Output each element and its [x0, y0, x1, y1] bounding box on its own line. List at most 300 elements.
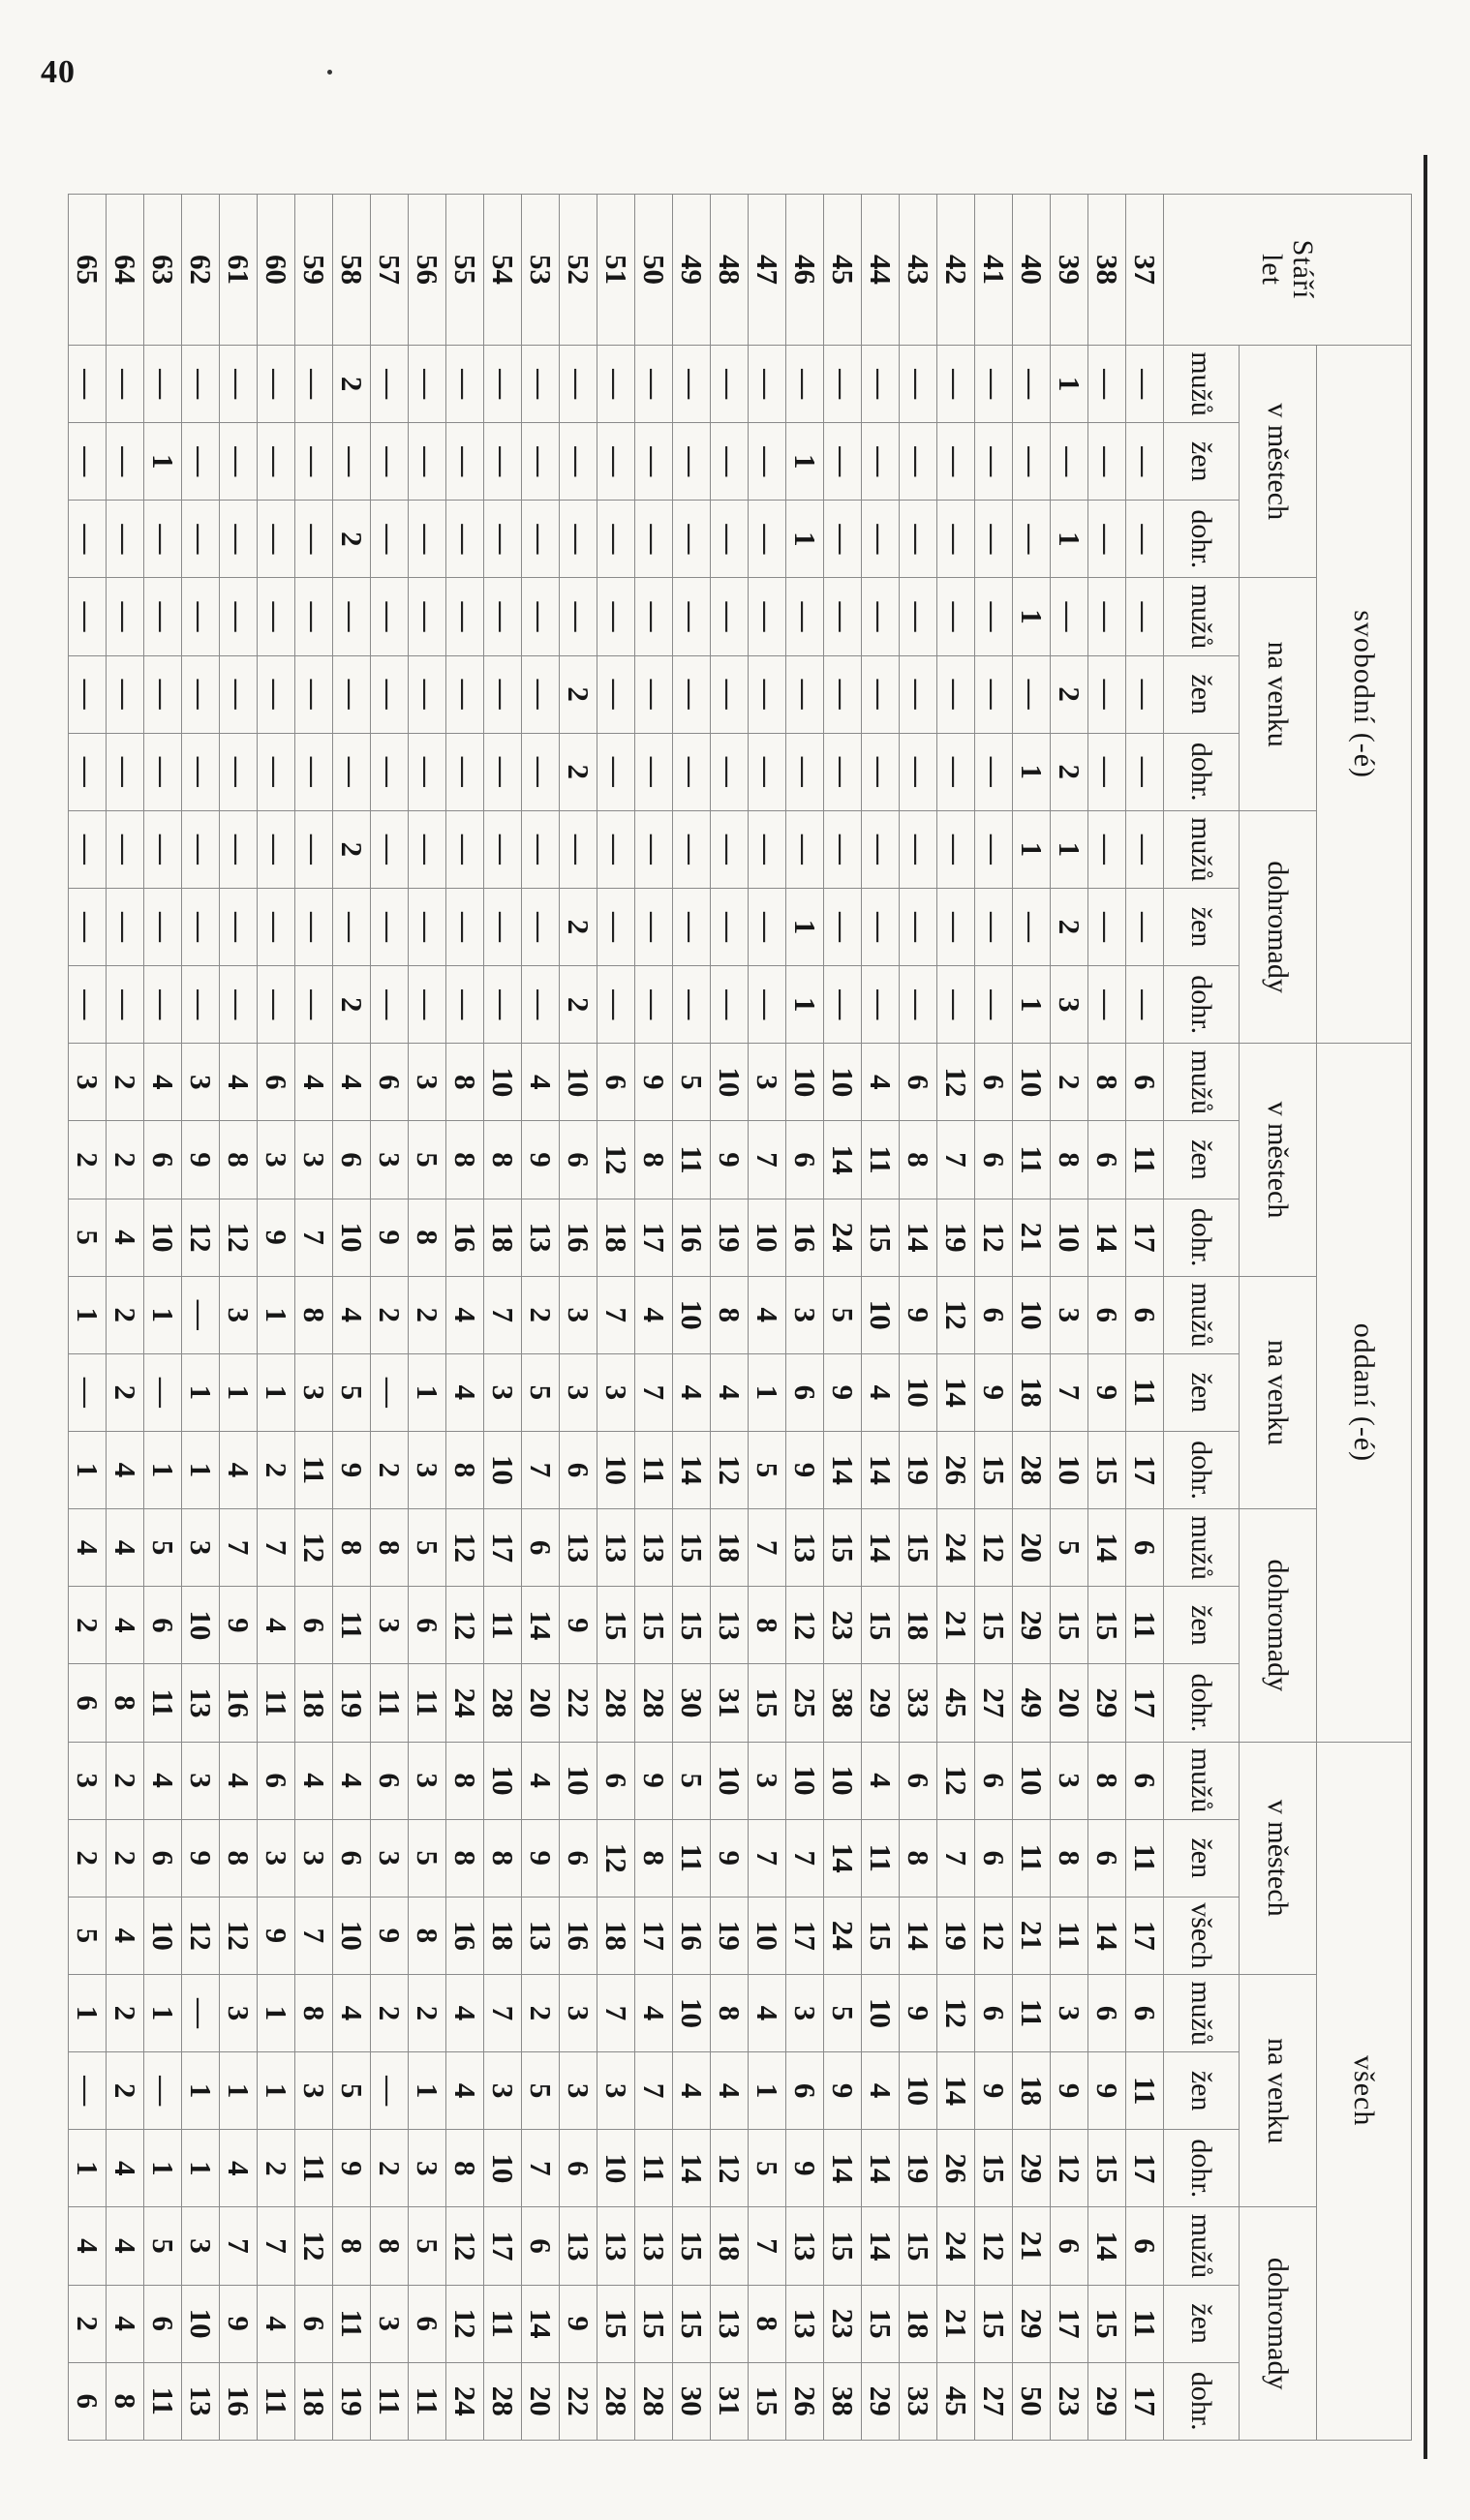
- value-cell: —: [862, 346, 900, 423]
- value-cell: 9: [786, 2130, 824, 2207]
- value-cell: —: [182, 1974, 220, 2051]
- value-cell: 9: [711, 1121, 749, 1199]
- value-cell: —: [446, 655, 484, 733]
- value-cell: —: [786, 578, 824, 655]
- value-cell: 11: [484, 2285, 522, 2362]
- value-cell: 1: [749, 1353, 786, 1431]
- value-cell: —: [1088, 423, 1126, 501]
- value-cell: 9: [182, 1121, 220, 1199]
- value-cell: 5: [824, 1276, 862, 1353]
- value-cell: 4: [862, 1742, 900, 1819]
- column-header: žen: [1164, 2285, 1240, 2362]
- value-cell: —: [182, 346, 220, 423]
- value-cell: 5: [824, 1974, 862, 2051]
- value-cell: 5: [144, 1509, 182, 1587]
- value-cell: 20: [522, 1664, 560, 1742]
- value-cell: —: [673, 655, 711, 733]
- value-cell: —: [220, 655, 258, 733]
- value-cell: 10: [673, 1974, 711, 2051]
- value-cell: 8: [107, 2362, 144, 2440]
- value-cell: 5: [409, 1121, 446, 1199]
- value-cell: 6: [1126, 1742, 1164, 1819]
- value-cell: 11: [144, 1664, 182, 1742]
- value-cell: 1: [786, 423, 824, 501]
- value-cell: 22: [560, 1664, 597, 1742]
- value-cell: 8: [371, 2207, 409, 2285]
- value-cell: 27: [975, 2362, 1013, 2440]
- value-cell: 21: [937, 2285, 975, 2362]
- value-cell: 29: [1013, 2285, 1051, 2362]
- value-cell: 18: [711, 2207, 749, 2285]
- value-cell: 7: [786, 1819, 824, 1897]
- value-cell: 8: [1088, 1742, 1126, 1819]
- value-cell: 12: [975, 2207, 1013, 2285]
- age-cell: 44: [862, 195, 900, 346]
- value-cell: 11: [673, 1121, 711, 1199]
- value-cell: —: [937, 966, 975, 1044]
- value-cell: 10: [333, 1199, 371, 1276]
- value-cell: 8: [711, 1276, 749, 1353]
- value-cell: 1: [144, 1431, 182, 1508]
- value-cell: —: [711, 733, 749, 810]
- value-cell: 3: [409, 2130, 446, 2207]
- value-cell: 12: [220, 1897, 258, 1974]
- column-header: mužů: [1164, 1742, 1240, 1819]
- table-row: [220, 195, 258, 2441]
- value-cell: 8: [1051, 1819, 1088, 1897]
- value-cell: 10: [862, 1276, 900, 1353]
- value-cell: —: [69, 501, 107, 578]
- value-cell: 18: [295, 1664, 333, 1742]
- value-cell: —: [220, 733, 258, 810]
- value-cell: —: [749, 501, 786, 578]
- value-cell: 15: [635, 1587, 673, 1664]
- value-cell: —: [258, 966, 295, 1044]
- value-cell: 29: [1013, 2130, 1051, 2207]
- subgroup-header: v městech: [1240, 346, 1317, 578]
- value-cell: 11: [1126, 2285, 1164, 2362]
- value-cell: 4: [295, 1044, 333, 1121]
- value-cell: —: [220, 966, 258, 1044]
- value-cell: —: [69, 346, 107, 423]
- value-cell: —: [862, 655, 900, 733]
- value-cell: —: [295, 501, 333, 578]
- value-cell: 7: [484, 1276, 522, 1353]
- value-cell: 4: [635, 1974, 673, 2051]
- subgroup-header: v městech: [1240, 1044, 1317, 1276]
- value-cell: 2: [560, 888, 597, 965]
- value-cell: —: [144, 1353, 182, 1431]
- value-cell: 14: [862, 1509, 900, 1587]
- value-cell: 4: [333, 1974, 371, 2051]
- value-cell: 14: [1088, 1509, 1126, 1587]
- value-cell: 13: [182, 2362, 220, 2440]
- value-cell: 3: [220, 1974, 258, 2051]
- age-cell: 57: [371, 195, 409, 346]
- column-header: žen: [1164, 655, 1240, 733]
- value-cell: 13: [635, 2207, 673, 2285]
- value-cell: 6: [900, 1044, 937, 1121]
- value-cell: 9: [333, 1431, 371, 1508]
- value-cell: —: [749, 966, 786, 1044]
- value-cell: 4: [144, 1742, 182, 1819]
- value-cell: —: [484, 501, 522, 578]
- value-cell: 4: [107, 2285, 144, 2362]
- value-cell: 2: [107, 1276, 144, 1353]
- value-cell: 4: [220, 2130, 258, 2207]
- value-cell: 5: [409, 2207, 446, 2285]
- value-cell: 7: [295, 1199, 333, 1276]
- value-cell: 14: [522, 2285, 560, 2362]
- value-cell: 9: [258, 1897, 295, 1974]
- value-cell: —: [409, 733, 446, 810]
- value-cell: —: [258, 810, 295, 888]
- value-cell: —: [144, 966, 182, 1044]
- value-cell: —: [900, 733, 937, 810]
- column-header: žen: [1164, 1819, 1240, 1897]
- column-header: dohr.: [1164, 2362, 1240, 2440]
- value-cell: 38: [824, 2362, 862, 2440]
- value-cell: 29: [1013, 1587, 1051, 1664]
- value-cell: 4: [107, 1431, 144, 1508]
- value-cell: 13: [560, 1509, 597, 1587]
- age-cell: 59: [295, 195, 333, 346]
- column-header: dohr.: [1164, 1664, 1240, 1742]
- value-cell: —: [937, 810, 975, 888]
- value-cell: 16: [673, 1199, 711, 1276]
- value-cell: —: [522, 810, 560, 888]
- value-cell: 9: [824, 2052, 862, 2130]
- value-cell: 21: [937, 1587, 975, 1664]
- value-cell: 15: [900, 2207, 937, 2285]
- value-cell: —: [635, 501, 673, 578]
- value-cell: 12: [446, 2207, 484, 2285]
- value-cell: 19: [937, 1199, 975, 1276]
- value-cell: —: [258, 888, 295, 965]
- value-cell: 14: [862, 2130, 900, 2207]
- value-cell: 3: [182, 2207, 220, 2285]
- value-cell: —: [220, 346, 258, 423]
- value-cell: 4: [258, 1587, 295, 1664]
- value-cell: 6: [1126, 1044, 1164, 1121]
- value-cell: 10: [484, 1742, 522, 1819]
- value-cell: 12: [182, 1199, 220, 1276]
- value-cell: 24: [937, 1509, 975, 1587]
- value-cell: 12: [446, 1509, 484, 1587]
- value-cell: 1: [258, 1276, 295, 1353]
- column-header: mužů: [1164, 346, 1240, 423]
- value-cell: —: [560, 578, 597, 655]
- value-cell: —: [446, 810, 484, 888]
- value-cell: 10: [144, 1199, 182, 1276]
- value-cell: —: [333, 578, 371, 655]
- value-cell: —: [711, 966, 749, 1044]
- value-cell: 4: [635, 1276, 673, 1353]
- value-cell: 3: [1051, 1974, 1088, 2051]
- value-cell: —: [484, 655, 522, 733]
- value-cell: 10: [1051, 1431, 1088, 1508]
- value-cell: 3: [786, 1276, 824, 1353]
- value-cell: 4: [107, 2207, 144, 2285]
- value-cell: —: [824, 501, 862, 578]
- value-cell: 11: [295, 1431, 333, 1508]
- table-row: [900, 195, 937, 2441]
- value-cell: —: [824, 346, 862, 423]
- value-cell: 1: [182, 2052, 220, 2130]
- value-cell: 2: [69, 1587, 107, 1664]
- subgroup-header: na venku: [1240, 1974, 1317, 2206]
- value-cell: 1: [144, 1276, 182, 1353]
- value-cell: 16: [446, 1897, 484, 1974]
- value-cell: 9: [560, 1587, 597, 1664]
- value-cell: 8: [371, 1509, 409, 1587]
- table-row: [333, 195, 371, 2441]
- value-cell: 6: [560, 2130, 597, 2207]
- value-cell: —: [69, 810, 107, 888]
- value-cell: 2: [333, 346, 371, 423]
- value-cell: 8: [333, 2207, 371, 2285]
- value-cell: 11: [673, 1819, 711, 1897]
- value-cell: —: [635, 888, 673, 965]
- value-cell: 25: [786, 1664, 824, 1742]
- value-cell: —: [446, 966, 484, 1044]
- header-row-groups: [1317, 195, 1412, 2441]
- value-cell: 2: [371, 1276, 409, 1353]
- value-cell: —: [144, 346, 182, 423]
- value-cell: —: [597, 655, 635, 733]
- value-cell: 10: [900, 2052, 937, 2130]
- value-cell: —: [975, 501, 1013, 578]
- value-cell: —: [1013, 655, 1051, 733]
- value-cell: 1: [144, 1974, 182, 2051]
- value-cell: —: [409, 655, 446, 733]
- value-cell: —: [1126, 810, 1164, 888]
- value-cell: —: [749, 888, 786, 965]
- value-cell: 9: [522, 1121, 560, 1199]
- value-cell: —: [522, 423, 560, 501]
- value-cell: 8: [749, 1587, 786, 1664]
- value-cell: 8: [220, 1819, 258, 1897]
- value-cell: 19: [900, 1431, 937, 1508]
- value-cell: 6: [786, 1353, 824, 1431]
- header-row-subgroups: [1240, 195, 1317, 2441]
- value-cell: 1: [182, 1431, 220, 1508]
- value-cell: —: [258, 733, 295, 810]
- value-cell: —: [371, 2052, 409, 2130]
- value-cell: 13: [786, 2285, 824, 2362]
- value-cell: —: [446, 501, 484, 578]
- value-cell: 4: [862, 2052, 900, 2130]
- value-cell: 6: [409, 1587, 446, 1664]
- value-cell: —: [975, 578, 1013, 655]
- value-cell: —: [1088, 966, 1126, 1044]
- value-cell: 8: [900, 1819, 937, 1897]
- value-cell: 49: [1013, 1664, 1051, 1742]
- column-header: dohr.: [1164, 1431, 1240, 1508]
- value-cell: 10: [144, 1897, 182, 1974]
- value-cell: 3: [786, 1974, 824, 2051]
- table-row: [484, 195, 522, 2441]
- value-cell: 10: [749, 1199, 786, 1276]
- value-cell: 1: [409, 2052, 446, 2130]
- value-cell: 4: [446, 1353, 484, 1431]
- value-cell: 4: [107, 1897, 144, 1974]
- value-cell: —: [295, 888, 333, 965]
- value-cell: 30: [673, 2362, 711, 2440]
- value-cell: —: [937, 501, 975, 578]
- value-cell: 2: [107, 1044, 144, 1121]
- value-cell: 7: [749, 1819, 786, 1897]
- value-cell: —: [862, 578, 900, 655]
- value-cell: 9: [220, 2285, 258, 2362]
- value-cell: 29: [1088, 1664, 1126, 1742]
- value-cell: 11: [1126, 1353, 1164, 1431]
- value-cell: 18: [484, 1897, 522, 1974]
- value-cell: —: [749, 810, 786, 888]
- column-header: žen: [1164, 423, 1240, 501]
- age-cell: 52: [560, 195, 597, 346]
- value-cell: 11: [258, 2362, 295, 2440]
- value-cell: 18: [484, 1199, 522, 1276]
- value-cell: —: [107, 966, 144, 1044]
- value-cell: —: [522, 501, 560, 578]
- value-cell: 17: [1126, 1199, 1164, 1276]
- value-cell: 10: [560, 1044, 597, 1121]
- value-cell: 13: [182, 1664, 220, 1742]
- value-cell: 16: [446, 1199, 484, 1276]
- value-cell: —: [409, 966, 446, 1044]
- age-cell: 55: [446, 195, 484, 346]
- value-cell: —: [220, 501, 258, 578]
- value-cell: 6: [333, 1121, 371, 1199]
- column-header: mužů: [1164, 2207, 1240, 2285]
- value-cell: 15: [597, 2285, 635, 2362]
- value-cell: 8: [484, 1819, 522, 1897]
- value-cell: 3: [409, 1044, 446, 1121]
- value-cell: 3: [295, 1353, 333, 1431]
- value-cell: 7: [937, 1121, 975, 1199]
- value-cell: —: [597, 346, 635, 423]
- value-cell: 19: [711, 1897, 749, 1974]
- value-cell: 3: [560, 1276, 597, 1353]
- value-cell: 6: [1126, 1974, 1164, 2051]
- value-cell: 9: [900, 1974, 937, 2051]
- value-cell: 3: [182, 1742, 220, 1819]
- value-cell: —: [1126, 578, 1164, 655]
- value-cell: —: [597, 733, 635, 810]
- column-header: mužů: [1164, 810, 1240, 888]
- value-cell: —: [182, 1276, 220, 1353]
- value-cell: —: [522, 578, 560, 655]
- value-cell: —: [295, 966, 333, 1044]
- value-cell: 18: [597, 1897, 635, 1974]
- table-row: [1088, 195, 1126, 2441]
- value-cell: —: [824, 578, 862, 655]
- value-cell: 12: [597, 1819, 635, 1897]
- print-speck: [327, 70, 332, 75]
- value-cell: 2: [409, 1974, 446, 2051]
- value-cell: 6: [1088, 1276, 1126, 1353]
- value-cell: 4: [220, 1044, 258, 1121]
- value-cell: 7: [749, 2207, 786, 2285]
- value-cell: —: [1126, 966, 1164, 1044]
- value-cell: 2: [1051, 733, 1088, 810]
- value-cell: 6: [522, 1509, 560, 1587]
- value-cell: 1: [1051, 501, 1088, 578]
- age-cell: 58: [333, 195, 371, 346]
- value-cell: 5: [144, 2207, 182, 2285]
- value-cell: 9: [371, 1897, 409, 1974]
- value-cell: 45: [937, 2362, 975, 2440]
- value-cell: —: [597, 810, 635, 888]
- value-cell: 3: [484, 1353, 522, 1431]
- value-cell: 13: [522, 1897, 560, 1974]
- value-cell: 16: [786, 1199, 824, 1276]
- value-cell: —: [862, 810, 900, 888]
- age-marital-status-table: [68, 194, 1412, 2441]
- value-cell: 14: [1088, 2207, 1126, 2285]
- value-cell: 2: [333, 966, 371, 1044]
- value-cell: 8: [711, 1974, 749, 2051]
- value-cell: 5: [749, 1431, 786, 1508]
- value-cell: —: [333, 888, 371, 965]
- table-row: [937, 195, 975, 2441]
- table-row: [371, 195, 409, 2441]
- value-cell: —: [900, 578, 937, 655]
- value-cell: —: [144, 733, 182, 810]
- value-cell: 7: [635, 2052, 673, 2130]
- value-cell: 10: [786, 1742, 824, 1819]
- value-cell: 2: [107, 1121, 144, 1199]
- value-cell: —: [182, 501, 220, 578]
- value-cell: —: [635, 810, 673, 888]
- value-cell: 10: [333, 1897, 371, 1974]
- value-cell: —: [597, 966, 635, 1044]
- value-cell: 15: [975, 2285, 1013, 2362]
- age-cell: 38: [1088, 195, 1126, 346]
- value-cell: 6: [295, 2285, 333, 2362]
- table-row: [673, 195, 711, 2441]
- value-cell: 15: [1088, 1431, 1126, 1508]
- age-column-header: [1164, 195, 1412, 346]
- value-cell: 18: [900, 2285, 937, 2362]
- value-cell: 2: [1051, 888, 1088, 965]
- value-cell: 1: [258, 2052, 295, 2130]
- value-cell: 17: [1126, 1664, 1164, 1742]
- value-cell: 28: [597, 1664, 635, 1742]
- value-cell: 6: [1126, 2207, 1164, 2285]
- value-cell: 6: [1051, 2207, 1088, 2285]
- value-cell: 6: [295, 1587, 333, 1664]
- value-cell: 6: [1126, 1276, 1164, 1353]
- value-cell: —: [144, 501, 182, 578]
- value-cell: —: [673, 501, 711, 578]
- value-cell: 2: [69, 1819, 107, 1897]
- value-cell: 10: [560, 1742, 597, 1819]
- value-cell: 9: [182, 1819, 220, 1897]
- value-cell: 3: [1051, 1742, 1088, 1819]
- value-cell: —: [107, 733, 144, 810]
- value-cell: 24: [446, 2362, 484, 2440]
- value-cell: —: [635, 346, 673, 423]
- value-cell: 1: [786, 888, 824, 965]
- value-cell: 4: [862, 1353, 900, 1431]
- value-cell: 6: [144, 1587, 182, 1664]
- value-cell: 13: [597, 1509, 635, 1587]
- value-cell: —: [69, 2052, 107, 2130]
- value-cell: 19: [333, 1664, 371, 1742]
- value-cell: 4: [522, 1742, 560, 1819]
